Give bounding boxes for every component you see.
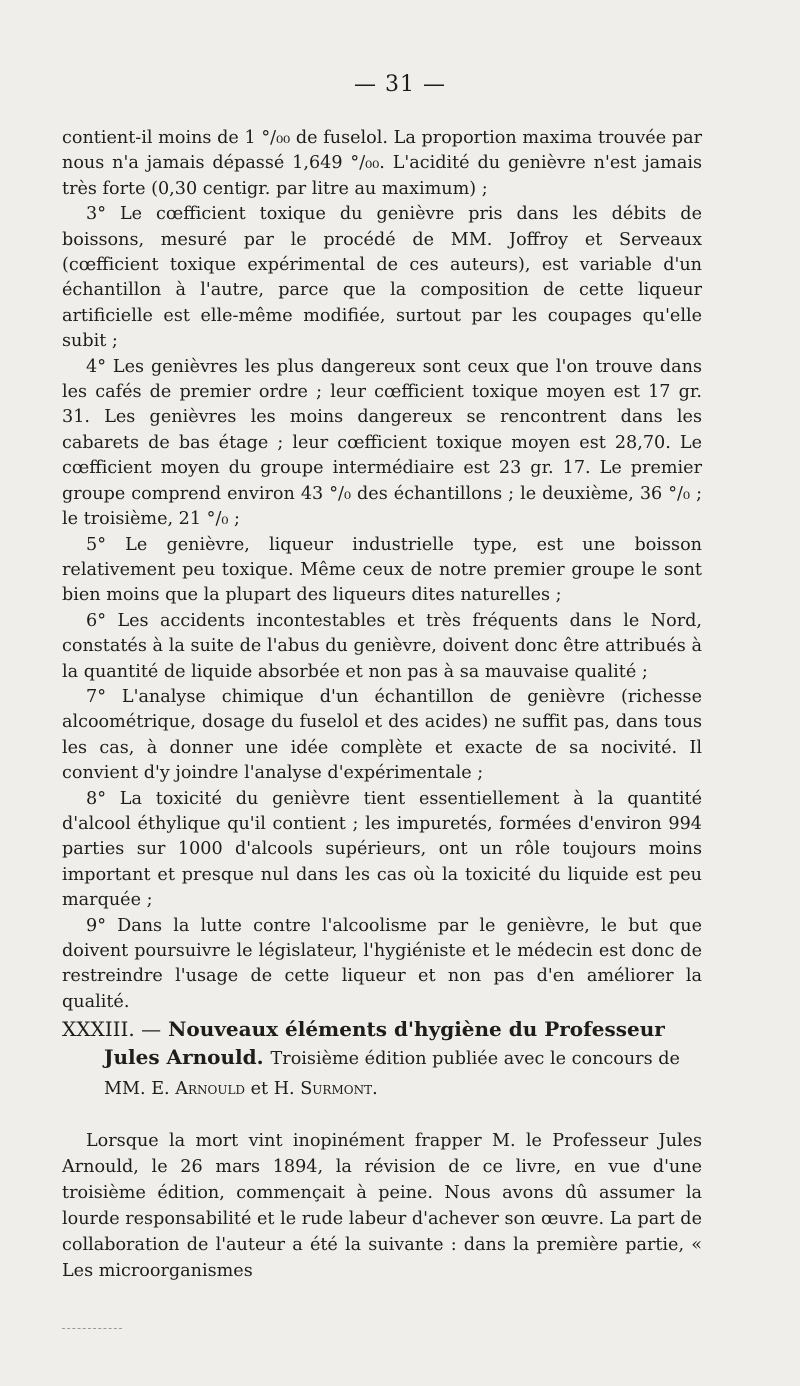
conclusions-list (62, 126, 702, 1015)
paragraph-item-4: 4° Les genièvres les plus dangereux sont ceux que l'on trouve dans les cafés de premier ordre ; leur cœfficient toxique moyen est 17 gr. 31. Les genièvres les moins dangereux se rencontrent dans les cabarets de bas étage ; leur cœfficient toxique moyen est 28,70. Le cœfficient moyen du groupe intermédiaire est 23 gr. 17. Le premier groupe comprend environ 43 °/₀ des échantillons ; le deuxième, 36 °/₀ ; le troisième, 21 °/₀ ; (62, 356, 702, 530)
paragraph-continuation: contient-il moins de 1 °/₀₀ de fuselol. La proportion maxima trouvée par nous n'a jamais dépassé 1,649 °/₀₀. L'acidité du genièvre n'est jamais très forte (0,30 centigr. par litre au maximum) ; (62, 128, 702, 199)
section-connector: et H. (250, 1079, 295, 1099)
paragraph-item-9: 9° Dans la lutte contre l'alcoolisme par le genièvre, le but que doivent poursuivre le législateur, l'hygiéniste et le médecin est donc de restreindre l'usage de cette liqueur et non pas d'en améliorer la qualité. (62, 915, 702, 1012)
page-footer-mark (62, 1328, 122, 1330)
section-author-1: Arnould (175, 1079, 246, 1099)
paragraph-item-3: 3° Le cœfficient toxique du genièvre pris dans les débits de boissons, mesuré par le procédé de MM. Joffroy et Serveaux (cœfficient toxique expérimental de ces auteurs), est variable d'un échantillon à l'autre, parce que la composition de cette liqueur artificielle est elle-même modifiée, surtout par les coupages qu'elle subit ; (62, 204, 702, 352)
page-number: — 31 — (354, 72, 446, 97)
section-paragraph: Lorsque la mort vint inopinément frapper M. le Professeur Jules Arnould, le 26 mars 1894, la révision de ce livre, en vue d'une troisième édition, commençait à peine. Nous avons dû assumer la lourde responsabilité et le rude labeur d'achever son œuvre. La part de collaboration de l'auteur a été la suivante : dans la première partie, « Les microorganismes (62, 1131, 702, 1281)
section-title-text: Nouveaux éléments d'hygiène du Professeur Jules Arnould. (104, 1017, 665, 1069)
paragraph-item-6: 6° Les accidents incontestables et très fréquents dans le Nord, constatés à la suite de l'abus du genièvre, doivent donc être attribués à la quantité de liquide absorbée et non pas à sa mauvaise qualité ; (62, 610, 702, 682)
section-subtitle-prefix: Troisième édition publiée avec le concours de MM. E. (104, 1049, 680, 1099)
section-title (62, 1015, 702, 1103)
section-author-2: Surmont. (300, 1079, 378, 1099)
section-body (62, 1128, 702, 1284)
paragraph-item-5: 5° Le genièvre, liqueur industrielle type, est une boisson relativement peu toxique. Même ceux de notre premier groupe le sont bien moins que la plupart des liqueurs dites naturelles ; (62, 534, 702, 606)
paragraph-item-7: 7° L'analyse chimique d'un échantillon de genièvre (richesse alcoométrique, dosage du fuselol et des acides) ne suffit pas, dans tous les cas, à donner une idée complète et exacte de sa nocivité. Il convient d'y joindre l'analyse d'expérimentale ; (62, 686, 702, 784)
section-number: XXXIII. — (62, 1017, 162, 1041)
paragraph-item-8: 8° La toxicité du genièvre tient essentiellement à la quantité d'alcool éthylique qu'il contient ; les impuretés, formées d'environ 994 parties sur 1000 d'alcools supérieurs, ont un rôle toujours moins important et presque nul dans les cas où la toxicité du liquide est peu marquée ; (62, 788, 702, 911)
section-heading (62, 1015, 702, 1103)
